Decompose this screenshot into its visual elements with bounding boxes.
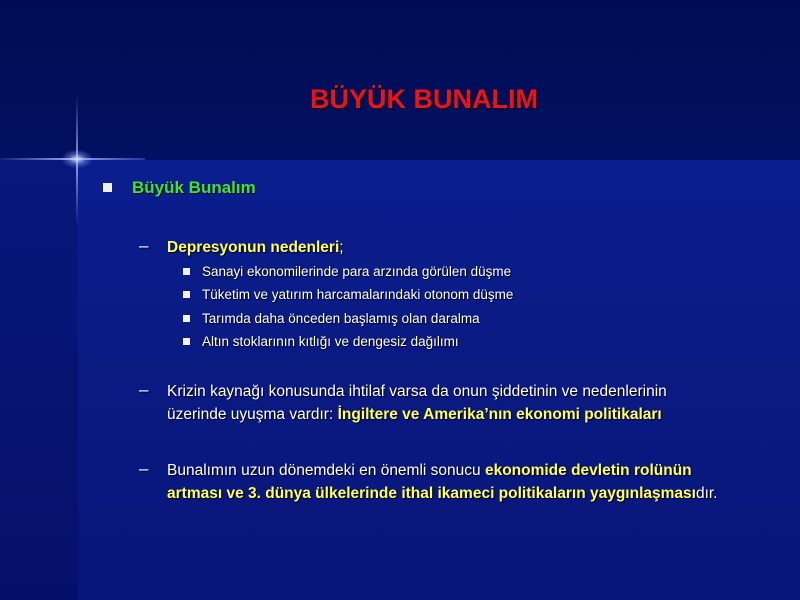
cause-item-4: Altın stoklarının kıtlığı ve dengesiz dağılımı: [202, 334, 459, 349]
section-source-body: [167, 380, 712, 426]
header-band: [0, 0, 800, 160]
heading-bullet: [103, 178, 256, 198]
left-band: [0, 160, 78, 600]
dash-bullet-icon: –: [139, 459, 149, 478]
list-item: [183, 287, 513, 302]
section-causes-body: [167, 236, 747, 259]
result-highlight: ekonomide devletin rolünün artması ve 3. dünya ülkelerinde ithal ikameci politikaların yaygınlaşması: [167, 462, 696, 502]
result-text: Bunalımın uzun dönemdeki en önemli sonucu: [167, 462, 485, 479]
square-bullet-icon: [183, 268, 190, 275]
list-item: [183, 264, 511, 279]
source-highlight: İngiltere ve Amerika’nın ekonomi politikaları: [337, 406, 662, 423]
square-bullet-icon: [183, 338, 190, 345]
causes-suffix: ;: [339, 239, 344, 256]
cross-glow: [62, 150, 92, 168]
square-bullet-icon: [103, 183, 112, 192]
result-suffix: dır.: [695, 485, 718, 502]
list-item: [183, 334, 459, 349]
dash-bullet-icon: –: [139, 236, 149, 255]
square-bullet-icon: [183, 315, 190, 322]
list-item: [183, 311, 480, 326]
section-result-body: [167, 459, 739, 505]
source-text: Krizin kaynağı konusunda ihtilaf varsa da onun şiddetinin ve nedenlerinin üzerinde uyuşma vardır:: [167, 383, 667, 423]
cause-item-3: Tarımda daha önceden başlamış olan daralma: [202, 311, 480, 326]
square-bullet-icon: [183, 291, 190, 298]
cause-item-2: Tüketim ve yatırım harcamalarındaki otonom düşme: [202, 287, 514, 302]
dash-bullet-icon: –: [139, 380, 149, 399]
heading-text: Büyük Bunalım: [132, 178, 256, 197]
cause-item-1: Sanayi ekonomilerinde para arzında görülen düşme: [202, 264, 512, 279]
causes-label: Depresyonun nedenleri: [167, 239, 340, 256]
slide-title: BÜYÜK BUNALIM: [310, 84, 538, 114]
